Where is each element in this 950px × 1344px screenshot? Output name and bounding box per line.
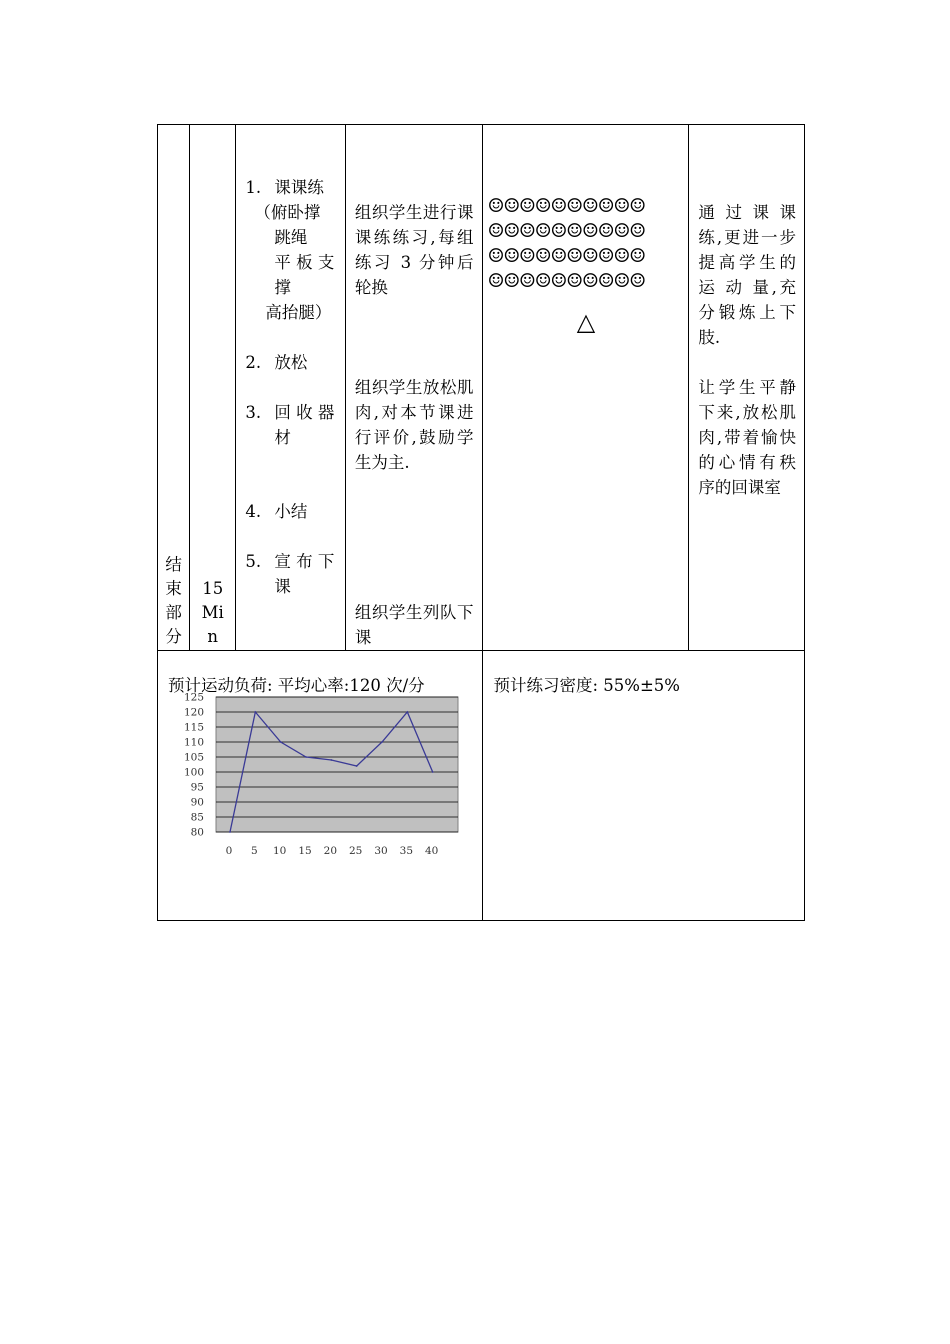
data-point — [280, 741, 282, 743]
y-tick-label: 95 — [190, 781, 204, 794]
student-row: ☺☺☺☺☺☺☺☺☺☺ — [487, 245, 645, 267]
data-point — [305, 756, 307, 758]
x-tick-label: 40 — [424, 845, 439, 857]
x-tick-label: 30 — [374, 845, 388, 857]
student-row: ☺☺☺☺☺☺☺☺☺☺ — [487, 195, 645, 217]
content-list — [236, 125, 345, 599]
section-part-cell — [158, 125, 190, 651]
data-point — [356, 765, 358, 767]
data-point — [330, 759, 332, 761]
x-tick-label: 20 — [323, 845, 338, 857]
data-point — [254, 711, 256, 713]
content-item: 3. 回 收 器 材 — [245, 403, 335, 447]
density-title: 预计练习密度: 55%±5% — [493, 676, 680, 695]
content-item: 2. 放松 — [245, 353, 308, 372]
x-tick-label: 15 — [298, 845, 312, 857]
formation-cell — [483, 125, 689, 651]
content-item: 1. 课课练 （俯卧撑 跳绳 平 板 支 撑 高抬腿） — [245, 178, 335, 322]
section-part-label: 结 束 部 分 — [165, 555, 182, 646]
goal-text: 通 过 课 课 练,更进一步提高学生的 运 动 量,充分锻炼上下肢. — [698, 203, 796, 347]
organization-text: 组织学生放松肌肉,对本节课进行评价,鼓励学生为主. — [354, 378, 474, 472]
x-tick-label: 5 — [250, 845, 258, 857]
organization-cell — [345, 125, 483, 651]
section-time-cell — [190, 125, 236, 651]
y-tick-label: 120 — [183, 706, 204, 719]
content-item: 5. 宣 布 下 课 — [245, 552, 335, 596]
plot-area — [216, 697, 458, 832]
load-title: 预计运动负荷: 平均心率:120 次/分 — [168, 676, 425, 695]
y-tick-label: 110 — [183, 736, 204, 749]
y-tick-label: 85 — [190, 811, 204, 824]
data-point — [229, 831, 231, 833]
goal-text: 让学生平静下来,放松肌肉,带着愉快的心情有秩序的回课室 — [698, 378, 796, 497]
data-point — [432, 771, 434, 773]
closing-section-row — [158, 125, 805, 651]
x-tick-label: 10 — [272, 845, 287, 857]
content-cell — [236, 125, 346, 651]
y-tick-label: 115 — [183, 721, 204, 734]
data-point — [406, 711, 408, 713]
student-row: ☺☺☺☺☺☺☺☺☺☺ — [487, 220, 645, 242]
goal-cell — [689, 125, 805, 651]
heart-rate-chart-svg — [170, 690, 470, 870]
x-tick-label: 25 — [348, 845, 363, 857]
y-tick-label: 125 — [183, 691, 204, 704]
y-tick-label: 100 — [183, 766, 204, 779]
teacher-triangle-icon: △ — [576, 308, 596, 336]
y-tick-label: 80 — [190, 826, 204, 839]
section-time-label: 15 Mi n — [201, 579, 224, 646]
content-item: 4. 小结 — [245, 502, 308, 521]
heart-rate-chart — [170, 690, 470, 874]
x-tick-label: 35 — [399, 845, 414, 857]
student-formation — [483, 125, 688, 294]
student-row: ☺☺☺☺☺☺☺☺☺☺ — [487, 270, 645, 292]
data-point — [381, 741, 383, 743]
organization-text: 组织学生列队下课 — [354, 603, 474, 647]
density-cell — [483, 651, 805, 921]
y-tick-label: 90 — [190, 796, 204, 809]
y-tick-label: 105 — [183, 751, 204, 764]
organization-text: 组织学生进行课课练练习,每组练习 3 分钟后轮换 — [354, 203, 474, 297]
x-tick-label: 0 — [225, 845, 233, 857]
